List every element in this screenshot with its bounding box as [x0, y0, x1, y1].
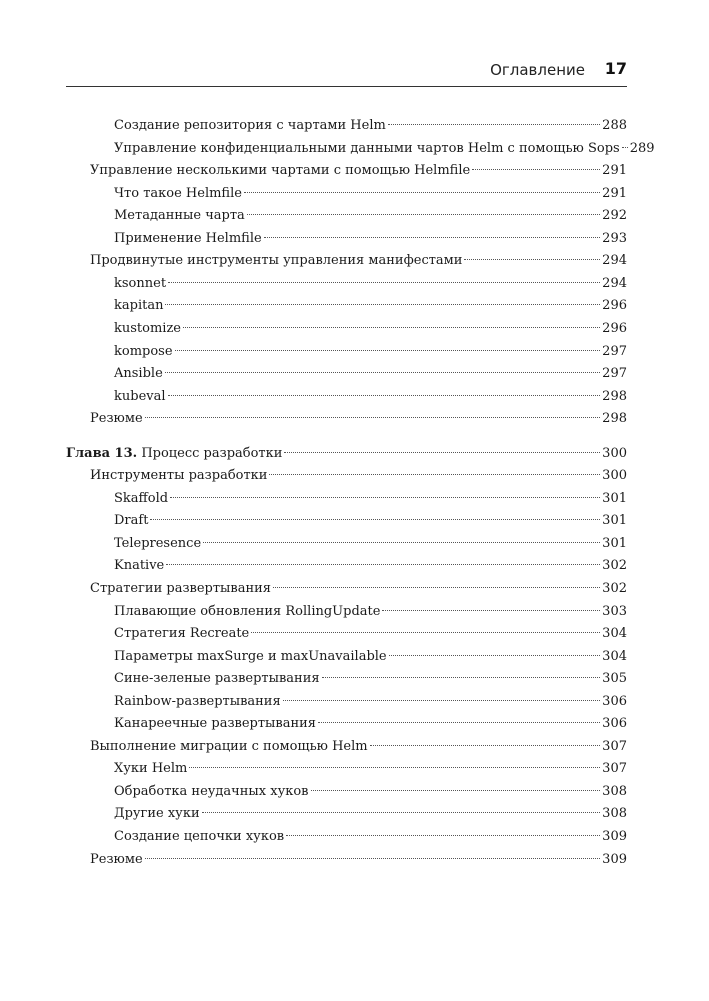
toc-entry-title: Параметры maxSurge и maxUnavailable — [114, 649, 387, 664]
toc-page-number: 303 — [602, 604, 627, 619]
toc-page-number: 302 — [602, 581, 627, 596]
toc-page-number: 304 — [602, 626, 627, 641]
toc-entry — [114, 319, 627, 339]
toc-entry — [114, 624, 627, 644]
toc-entry-title: Стратегия Recreate — [114, 626, 250, 641]
dot-leader — [286, 835, 600, 836]
toc-entry-title: Ansible — [114, 366, 163, 381]
running-header-title: Оглавление — [490, 61, 585, 79]
dot-leader — [145, 417, 601, 418]
toc-entry-title: Rainbow-развертывания — [114, 694, 281, 709]
toc-entry — [90, 579, 627, 599]
dot-leader — [165, 304, 600, 305]
toc-page-number: 306 — [602, 694, 627, 709]
dot-leader — [202, 812, 601, 813]
dot-leader — [472, 169, 600, 170]
dot-leader — [622, 147, 628, 148]
dot-leader — [251, 632, 600, 633]
toc-entry — [114, 692, 627, 712]
toc-entry-title: Обработка неудачных хуков — [114, 784, 309, 799]
toc-page-number: 294 — [602, 276, 627, 291]
dot-leader — [247, 214, 600, 215]
toc-entry — [90, 850, 627, 870]
toc-entry-title: Плавающие обновления RollingUpdate — [114, 604, 381, 619]
dot-leader — [183, 327, 600, 328]
toc-entry-title: ksonnet — [114, 276, 167, 291]
toc-page-number: 309 — [602, 829, 627, 844]
toc-entry — [114, 184, 627, 204]
toc-entry — [114, 759, 627, 779]
running-header — [66, 58, 627, 87]
toc-entry — [114, 556, 627, 576]
toc-page-number: 301 — [602, 536, 627, 551]
dot-leader — [170, 497, 600, 498]
toc-page-number: 301 — [602, 491, 627, 506]
toc-entry — [114, 139, 655, 159]
toc-entry-title: Резюме — [90, 411, 143, 426]
toc-page-number: 307 — [602, 761, 627, 776]
toc-entry-title: kompose — [114, 344, 173, 359]
toc-page-number: 300 — [602, 446, 627, 461]
toc-entry — [114, 206, 627, 226]
dot-leader — [168, 282, 600, 283]
toc-entry — [114, 229, 627, 249]
toc-entry-title: Стратегии развертывания — [90, 581, 272, 596]
toc-page-number: 298 — [602, 389, 627, 404]
toc-page-number: 292 — [602, 208, 627, 223]
toc-entry-title: Сине-зеленые развертывания — [114, 671, 320, 686]
dot-leader — [273, 587, 600, 588]
toc-page-number: 306 — [602, 716, 627, 731]
toc-entry — [114, 296, 627, 316]
toc-entry — [114, 511, 627, 531]
toc-entry-title: Создание цепочки хуков — [114, 829, 285, 844]
toc-entry — [114, 714, 627, 734]
toc-page-number: 302 — [602, 558, 627, 573]
toc-page-number: 294 — [602, 253, 627, 268]
toc-entry — [114, 534, 627, 554]
dot-leader — [269, 474, 600, 475]
toc-entry — [114, 364, 627, 384]
toc-page-number: 291 — [602, 163, 627, 178]
toc-entry-title: Управление конфиденциальными данными чартов Helm с помощью Sops — [114, 141, 620, 156]
toc-entry — [114, 489, 627, 509]
dot-leader — [244, 192, 600, 193]
dot-leader — [284, 452, 600, 453]
toc-page-number: 309 — [602, 852, 627, 867]
toc-entry-title: Draft — [114, 513, 149, 528]
toc-page-number: 307 — [602, 739, 627, 754]
toc-entry — [114, 804, 627, 824]
toc-page-number: 289 — [629, 141, 655, 156]
toc-entry-title: Другие хуки — [114, 806, 200, 821]
toc-entry-title: Создание репозитория с чартами Helm — [114, 118, 386, 133]
toc-entry-title: Продвинутые инструменты управления манифестами — [90, 253, 463, 268]
toc-page-number: 305 — [602, 671, 627, 686]
toc-entry — [90, 251, 627, 271]
toc-entry — [90, 737, 627, 757]
toc-entry — [114, 827, 627, 847]
toc-page-number: 304 — [602, 649, 627, 664]
toc-entry-title: Выполнение миграции с помощью Helm — [90, 739, 368, 754]
toc-entry — [90, 161, 627, 181]
toc-entry-title: Telepresence — [114, 536, 202, 551]
dot-leader — [175, 350, 601, 351]
dot-leader — [150, 519, 600, 520]
dot-leader — [166, 564, 600, 565]
toc-entry-title: Skaffold — [114, 491, 169, 506]
toc-entry-title: Инструменты разработки — [90, 468, 268, 483]
toc-entry-title — [66, 444, 282, 464]
toc-entry-title: Хуки Helm — [114, 761, 188, 776]
toc-page-number: 308 — [602, 806, 627, 821]
toc-page-number: 288 — [602, 118, 627, 133]
dot-leader — [389, 655, 601, 656]
dot-leader — [145, 858, 601, 859]
dot-leader — [168, 395, 601, 396]
dot-leader — [318, 722, 600, 723]
toc-page-number: 296 — [602, 321, 627, 336]
dot-leader — [283, 700, 601, 701]
toc-entry-title: Метаданные чарта — [114, 208, 245, 223]
dot-leader — [322, 677, 601, 678]
toc-page-number: 297 — [602, 344, 627, 359]
toc-entry-title: kubeval — [114, 389, 166, 404]
toc-page-number: 298 — [602, 411, 627, 426]
toc-entry-title: Управление несколькими чартами с помощью Helmfile — [90, 163, 471, 178]
dot-leader — [370, 745, 601, 746]
toc-entry-title: kapitan — [114, 298, 164, 313]
toc-entry — [90, 409, 627, 429]
toc-entry-title: Канареечные развертывания — [114, 716, 317, 731]
dot-leader — [382, 610, 600, 611]
toc-entry-title: Что такое Helmfile — [114, 186, 242, 201]
toc-chapter-title: Процесс разработки — [141, 446, 283, 461]
toc-entry — [114, 274, 627, 294]
toc-entry-title: Резюме — [90, 852, 143, 867]
dot-leader — [203, 542, 600, 543]
toc-entry — [114, 782, 627, 802]
toc-entry — [114, 387, 627, 407]
toc-entry — [114, 647, 627, 667]
toc-entry — [90, 466, 627, 486]
toc-page-number: 293 — [602, 231, 627, 246]
toc-page-number: 297 — [602, 366, 627, 381]
toc-page-number: 300 — [602, 468, 627, 483]
toc-entry — [114, 669, 627, 689]
toc-entry-title: Применение Helmfile — [114, 231, 262, 246]
toc-page-number: 291 — [602, 186, 627, 201]
toc-entry — [114, 602, 627, 622]
dot-leader — [264, 237, 600, 238]
dot-leader — [311, 790, 601, 791]
page-number: 17 — [604, 59, 627, 78]
toc-entry — [114, 116, 627, 136]
toc-entry — [114, 342, 627, 362]
toc-chapter-entry — [66, 444, 627, 464]
dot-leader — [464, 259, 600, 260]
toc-entry-title: kustomize — [114, 321, 181, 336]
toc-entry-title: Knative — [114, 558, 165, 573]
dot-leader — [189, 767, 600, 768]
dot-leader — [388, 124, 600, 125]
toc-page-number: 308 — [602, 784, 627, 799]
toc-page-number: 296 — [602, 298, 627, 313]
toc-chapter-number: Глава 13. — [66, 446, 138, 461]
dot-leader — [165, 372, 600, 373]
toc-page-number: 301 — [602, 513, 627, 528]
